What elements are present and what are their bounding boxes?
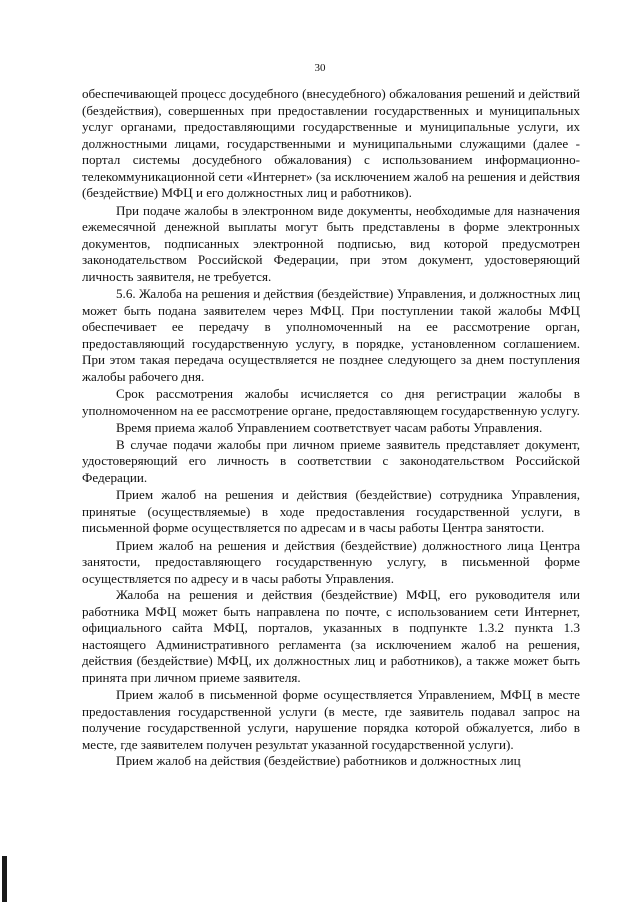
paragraph-5-6: 5.6. Жалоба на решения и действия (бездействие) Управления, и должностных лиц может быть подана заявителем через МФЦ. При поступлении такой жалобы МФЦ обеспечивает ее передачу в уполномоченный на ее рассмотрение орган, предоставляющий государственную услугу, в порядке, установленном соглашением. При этом такая передача осуществляется не позднее следующего за днем поступления жалобы рабочего дня. xyxy=(82,286,580,384)
paragraph-written-complaints: Прием жалоб в письменной форме осуществляется Управлением, МФЦ в месте предоставления государственной услуги (в месте, где заявитель подавал запрос на получение государственной услуги, нарушение порядка которой обжалуется, либо в месте, где заявителем получен результат указанной государственной услуги). xyxy=(82,687,580,752)
paragraph-reception-hours: Время приема жалоб Управлением соответствует часам работы Управления. xyxy=(116,420,543,435)
paragraph-employee-complaints: Прием жалоб на решения и действия (бездействие) сотрудника Управления, принятые (осуществляемые) в ходе предоставления государственной услуги, в письменной форме осуществляется по адресам и в часы работы Центра занятости. xyxy=(82,487,580,535)
page-number: 30 xyxy=(314,62,326,74)
paragraph-center-complaints: Прием жалоб на решения и действия (бездействие) должностного лица Центра занятости, предоставляющего государственную услугу, в письменной форме осуществляется по адресу и в часы работы Управления. xyxy=(82,537,580,586)
paragraph-electronic-submission: При подаче жалобы в электронном виде документы, необходимые для назначения ежемесячной денежной выплаты могут быть представлены в форме электронных документов, подписанных электронной подписью, вид которой предусмотрен законодательством Российской Федерации, при этом документ, удостоверяющий личность заявителя, не требуется. xyxy=(82,202,580,284)
paragraph-review-period: Срок рассмотрения жалобы исчисляется со дня регистрации жалобы в уполномоченном на ее рассмотрение органе, предоставляющем государственную услугу. xyxy=(82,386,580,418)
paragraph-continuation: обеспечивающей процесс досудебного (внесудебного) обжалования решений и действий (бездействия), совершенных при предоставлении государственных и муниципальных услуг органами, предоставляющими государственные и муниципальные услуги, их должностными лицами, государственными и муниципальными служащими (далее - портал системы досудебного обжалования) с использованием информационно-телекоммуникационной сети «Интернет» (за исключением жалоб на решения и действия (бездействие) МФЦ и его должностных лиц и работников). xyxy=(82,86,580,200)
document-body xyxy=(82,86,580,770)
paragraph-officials-complaints: Прием жалоб на действия (бездействие) работников и должностных лиц xyxy=(116,753,521,768)
paragraph-mfc-complaints: Жалоба на решения и действия (бездействие) МФЦ, его руководителя или работника МФЦ может быть направлена по почте, с использованием сети Интернет, официального сайта МФЦ, порталов, указанных в подпункте 1.3.2 пункта 1.3 настоящего Административного регламента (за исключением жалоб на решения, действия (бездействие) МФЦ, их должностных лиц и работников), а также может быть принята при личном приеме заявителя. xyxy=(82,587,580,685)
paragraph-personal-reception: В случае подачи жалобы при личном приеме заявитель представляет документ, удостоверяющий его личность в соответствии с законодательством Российской Федерации. xyxy=(82,436,580,485)
scan-edge-mark xyxy=(2,856,7,902)
